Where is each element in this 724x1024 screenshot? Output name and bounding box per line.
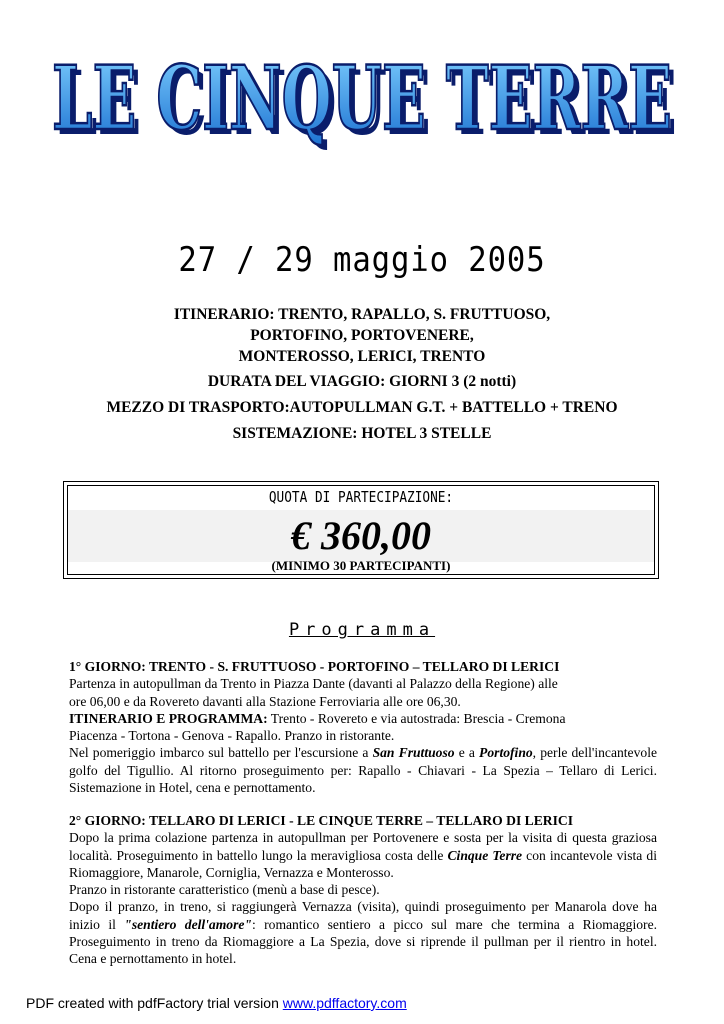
place-portofino: Portofino [479,745,533,761]
itinerary-line: MONTEROSSO, LERICI, TRENTO [238,348,486,365]
day1-line: Partenza in autopullman da Trento in Piazza Dante (davanti al Palazzo della Regione) alle [69,676,558,692]
day2-heading: 2° GIORNO: TELLARO DI LERICI - LE CINQUE TERRE – TELLARO DI LERICI [69,813,573,828]
day1-itinerary-text: Trento - Rovereto e via autostrada: Brescia - Cremona [267,710,566,726]
day2-morning: Dopo la prima colazione partenza in autopullman per Portovenere e sosta per la visita di questa graziosa località. Proseguimento in battello lungo la meravigliosa costa delle [69,830,657,863]
day1-afternoon-rest: , perle dell'incantevole golfo del Tigullio. Al ritorno proseguimento per: Rapallo - Chiavari - La Spezia – Tellaro di Lerici. Sistemazione in Hotel, cena e pernottamento. [69,745,658,796]
day1-itinerary-text-2: Piacenza - Tortona - Genova - Rapallo. Pranzo in ristorante. [69,728,395,744]
itinerary-line: ITINERARIO: TRENTO, RAPALLO, S. FRUTTUOSO, [173,306,551,323]
price-box [63,481,659,579]
day2-afternoon-rest: : romantico sentiero a picco sul mare che termina a Riomaggiore. Proseguimento in treno da Riomaggiore a La Spezia, dove si riprende il pullman per il rientro in hotel. Cena e pernottamento in hotel. [69,916,657,967]
day2-section [69,812,657,968]
itinerary-block [0,304,724,367]
pdf-footer [26,995,407,1011]
trip-duration: DURATA DEL VIAGGIO: GIORNI 3 (2 notti) [207,373,517,390]
footer-text: PDF created with pdfFactory trial version [26,995,283,1011]
day1-section [69,658,657,796]
price-label: QUOTA DI PARTECIPAZIONE: [268,488,454,506]
day1-afternoon: Nel pomeriggio imbarco sul battello per l'escursione a [69,745,373,761]
price-value: € 360,00 [291,513,431,558]
title-wordart [0,44,724,154]
itinerary-line: PORTOFINO, PORTOVENERE, [250,327,474,344]
place-cinque-terre: Cinque Terre [447,847,523,863]
day1-afternoon-join: e a [454,745,480,761]
day1-heading: 1° GIORNO: TRENTO - S. FRUTTUOSO - PORTOFINO – TELLARO DI LERICI [69,659,560,674]
transport-mode: MEZZO DI TRASPORTO:AUTOPULLMAN G.T. + BATTELLO + TRENO [106,399,618,416]
footer-link[interactable]: www.pdffactory.com [282,995,407,1011]
title-shadow: LE CINQUE TERRE [57,51,677,154]
day2-afternoon: Dopo il pranzo, in treno, si raggiungerà Vernazza (visita), quindi proseguimento per Manarola dove ha inizio il [69,899,657,932]
day2-lunch: Pranzo in ristorante caratteristico (menù a base di pesce). [69,882,380,898]
price-note: (MINIMO 30 PARTECIPANTI) [271,558,451,573]
day1-itinerary-label: ITINERARIO E PROGRAMMA: [69,710,268,726]
day2-morning-rest: con incantevole vista di Riomaggiore, Manarole, Corniglia, Vernazza e Monterosso. [69,847,657,880]
title-svg [0,44,724,154]
sentiero-amore: "sentiero dell'amore" [124,916,252,932]
accommodation: SISTEMAZIONE: HOTEL 3 STELLE [232,425,492,442]
trip-dates: 27 / 29 maggio 2005 [178,240,546,280]
page-title: LE CINQUE TERRE [52,46,672,150]
program-heading: Programma [288,620,436,640]
price-box-inner [67,485,655,575]
place-san-fruttuoso: San Fruttuoso [372,745,455,761]
day1-line: ore 06,00 e da Rovereto davanti alla Stazione Ferroviaria alle ore 06,30. [69,693,461,709]
